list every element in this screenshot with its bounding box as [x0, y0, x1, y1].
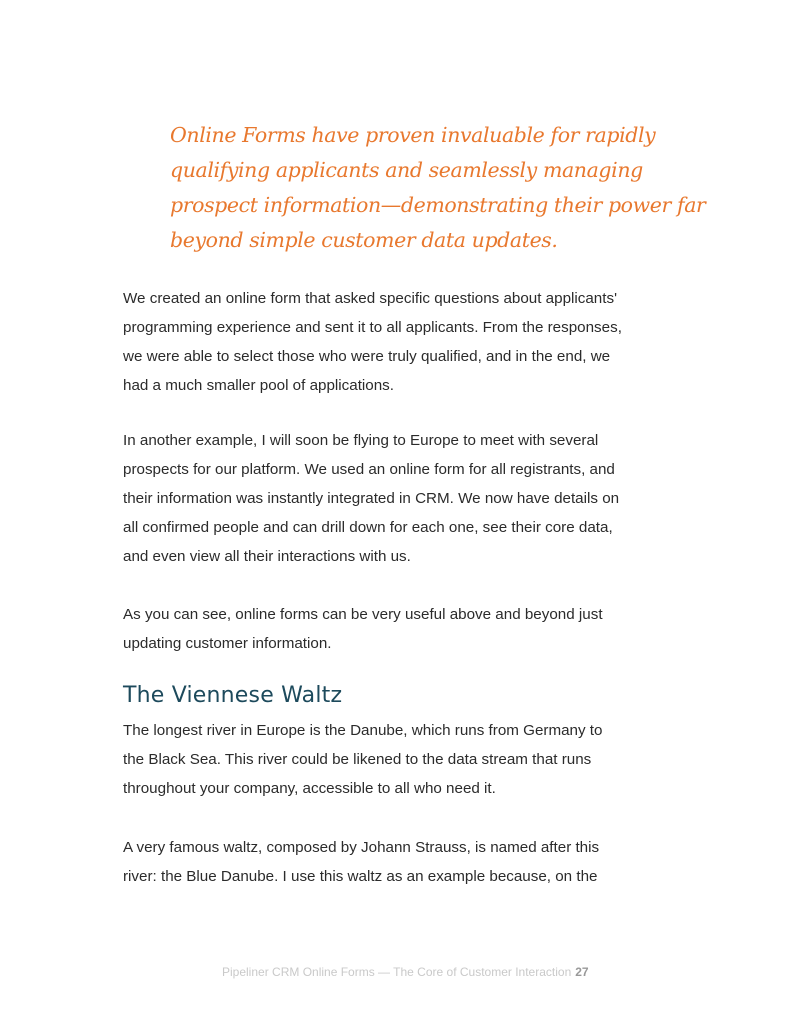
paragraph-line: river: the Blue Danube. I use this waltz as an example because, on the [123, 868, 598, 885]
paragraph-line: updating customer information. [123, 635, 332, 652]
paragraph-line: prospects for our platform. We used an online form for all registrants, and [123, 461, 615, 478]
body-paragraph-summary [123, 600, 693, 658]
footer-title: Pipeliner CRM Online Forms — The Core of Customer Interaction [222, 965, 572, 979]
paragraph-line: all confirmed people and can drill down for each one, see their core data, [123, 519, 613, 536]
pull-quote-line: beyond simple customer data updates. [170, 228, 558, 252]
paragraph-line: their information was instantly integrated in CRM. We now have details on [123, 490, 620, 507]
paragraph-line: programming experience and sent it to all applicants. From the responses, [123, 319, 622, 336]
page-number: 27 [575, 965, 589, 979]
page-footer [222, 962, 682, 982]
paragraph-line: In another example, I will soon be flying to Europe to meet with several [123, 432, 599, 449]
body-paragraph-applicants [123, 284, 693, 400]
pull-quote [170, 118, 706, 258]
paragraph-line: we were able to select those who were truly qualified, and in the end, we [123, 348, 611, 365]
paragraph-line: throughout your company, accessible to all who need it. [123, 780, 496, 797]
pull-quote-line: qualifying applicants and seamlessly managing [170, 158, 643, 182]
paragraph-line: and even view all their interactions with us. [123, 548, 411, 565]
body-paragraph-waltz [123, 833, 693, 891]
paragraph-line: We created an online form that asked specific questions about applicants' [123, 290, 617, 307]
paragraph-line: the Black Sea. This river could be likened to the data stream that runs [123, 751, 592, 768]
paragraph-line: had a much smaller pool of applications. [123, 377, 394, 394]
pull-quote-line: Online Forms have proven invaluable for rapidly [170, 123, 656, 147]
body-paragraph-danube [123, 716, 693, 803]
paragraph-line: As you can see, online forms can be very useful above and beyond just [123, 606, 603, 623]
pull-quote-line: prospect information—demonstrating their power far [170, 193, 706, 217]
body-paragraph-europe [123, 426, 693, 571]
paragraph-line: A very famous waltz, composed by Johann Strauss, is named after this [123, 839, 600, 856]
section-heading: The Viennese Waltz [123, 683, 343, 708]
paragraph-line: The longest river in Europe is the Danube, which runs from Germany to [123, 722, 603, 739]
